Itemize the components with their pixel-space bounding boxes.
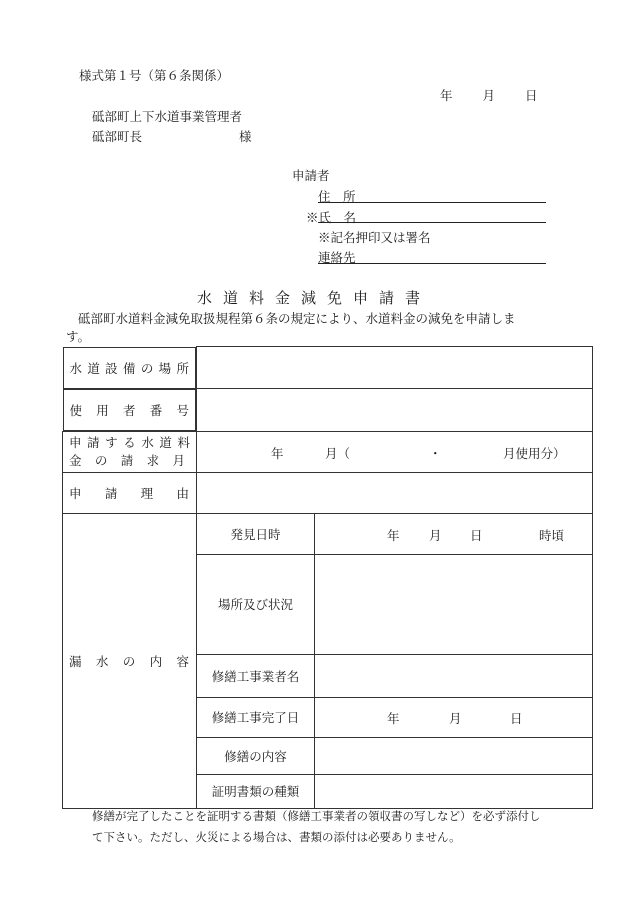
name-field-line[interactable] (318, 222, 546, 223)
form-number: 様式第１号（第６条関係） (79, 68, 230, 83)
billing-month-field[interactable] (197, 431, 593, 472)
user-number-label: 使 用 者 番 号 (63, 389, 197, 431)
row-user-number (63, 389, 593, 432)
completion-month: 月 (449, 710, 462, 726)
name-label: ※氏 名 (306, 210, 357, 225)
honorific: 様 (239, 129, 252, 144)
address-label: 住 所 (318, 189, 356, 204)
contact-field-line[interactable] (318, 263, 546, 264)
contractor-field[interactable] (315, 654, 593, 697)
footnote-line2: て下さい。ただし、火災による場合は、書類の添付は必要ありません。 (92, 830, 461, 844)
billing-month-unit: 月（ (325, 445, 351, 461)
leak-content-label: 漏 水 の 内 容 (63, 513, 197, 808)
signature-note: ※記名押印又は署名 (318, 230, 431, 245)
reason-field[interactable] (197, 472, 593, 513)
applicant-label: 申請者 (292, 168, 330, 183)
discovery-time: 時頃 (539, 527, 565, 543)
intro-line2: す。 (66, 329, 91, 344)
application-form-table (62, 346, 593, 809)
location-status-label: 場所及び状況 (197, 554, 315, 654)
footnote-line1: 修繕が完了したことを証明する書類（修繕工事業者の領収書の写しなど）を必ず添付し (92, 809, 541, 823)
doc-type-field[interactable] (315, 774, 593, 808)
date-month: 月 (482, 88, 496, 103)
date-day: 日 (525, 88, 538, 103)
location-status-field[interactable] (315, 554, 593, 654)
billing-month-label: 申 請 す る 水 道 料 金 の 請 求 月 (63, 431, 197, 472)
address-field-line[interactable] (318, 202, 546, 203)
completion-day: 日 (510, 710, 523, 726)
contact-label: 連絡先 (318, 250, 356, 265)
page-title: 水道料金減免申請書 (197, 289, 432, 307)
completion-year: 年 (387, 710, 400, 726)
row-water-location (63, 347, 593, 389)
date-year: 年 (440, 88, 453, 103)
billing-dot: ・ (429, 445, 442, 461)
completion-label: 修繕工事完了日 (197, 697, 315, 737)
completion-field[interactable] (315, 697, 593, 737)
water-location-field[interactable] (197, 347, 593, 389)
discovery-label: 発見日時 (197, 513, 315, 554)
billing-year-unit: 年 (271, 445, 284, 461)
discovery-year: 年 (387, 527, 400, 543)
discovery-day: 日 (470, 527, 483, 543)
addressee-line1: 砥部町上下水道事業管理者 (92, 109, 243, 124)
row-reason (63, 472, 593, 513)
row-billing-month (63, 431, 593, 472)
contractor-label: 修繕工事業者名 (197, 654, 315, 697)
user-number-field[interactable] (197, 389, 593, 432)
doc-type-label: 証明書類の種類 (197, 774, 315, 808)
addressee-line2: 砥部町長 (92, 129, 143, 144)
row-discovery (63, 513, 593, 554)
repair-content-label: 修繕の内容 (197, 737, 315, 774)
water-location-label: 水 道 設 備 の 場 所 (63, 347, 197, 389)
repair-content-field[interactable] (315, 737, 593, 774)
billing-end-unit: 月使用分） (503, 445, 566, 461)
date-line (440, 86, 538, 104)
intro-line1: 砥部町水道料金減免取扱規程第６条の規定により、水道料金の減免を申請しま (78, 311, 516, 326)
discovery-field[interactable] (315, 513, 593, 554)
discovery-month: 月 (429, 527, 442, 543)
reason-label: 申 請 理 由 (63, 472, 197, 513)
